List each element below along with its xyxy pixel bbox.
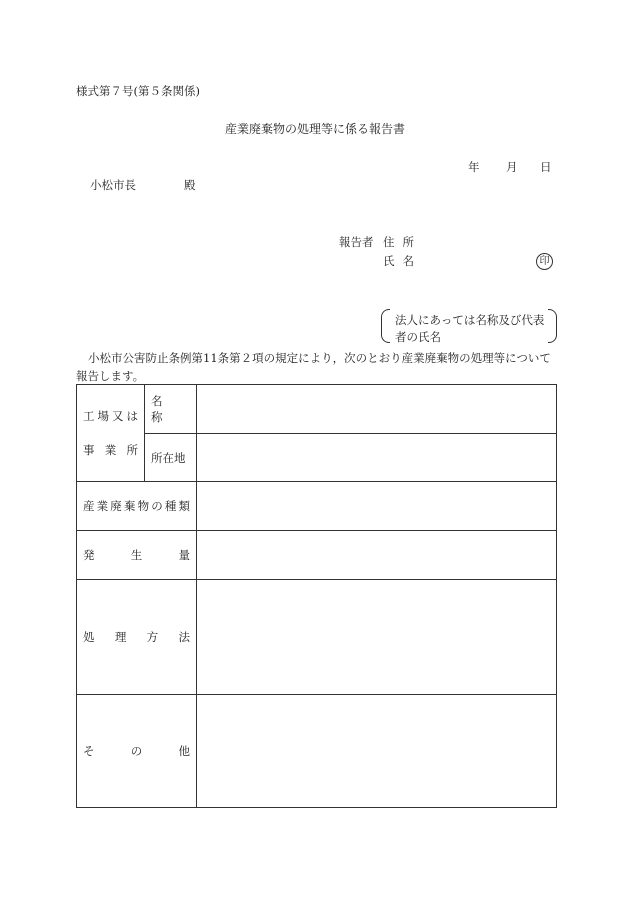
- waste-type-label-char: の: [151, 499, 163, 513]
- facility-label: [77, 385, 145, 482]
- generation-amount-field[interactable]: [197, 531, 557, 580]
- facility-label-char: 所: [126, 443, 138, 457]
- table-row: [77, 385, 557, 434]
- waste-type-label-char: 産: [83, 499, 95, 513]
- other-label-char: そ: [83, 744, 95, 758]
- reporter-label: 報告者: [339, 235, 374, 249]
- treatment-method-field[interactable]: [197, 580, 557, 695]
- facility-label-char: 事: [83, 443, 95, 457]
- waste-type-label-char: 種: [164, 499, 177, 513]
- address-label: 住所: [383, 235, 422, 249]
- body-text: 小松市公害防止条例第11条第２項の規定により，次のとおり産業廃棄物の処理等について報告します。: [76, 351, 551, 383]
- other-label: [77, 695, 197, 808]
- waste-type-label-char: 類: [178, 499, 190, 513]
- facility-label-char: 又: [112, 409, 124, 423]
- waste-type-label: [77, 482, 197, 531]
- facility-label-char: 業: [104, 443, 117, 457]
- corporation-note-text: [395, 312, 544, 346]
- generation-amount-label-char: 生: [130, 548, 143, 562]
- other-field[interactable]: [197, 695, 557, 808]
- table-row: [77, 482, 557, 531]
- treatment-method-label-char: 理: [114, 630, 127, 644]
- other-label-char: の: [130, 744, 143, 758]
- corporation-note-line2: 者の氏名: [395, 330, 441, 344]
- date-day-label: 日: [540, 160, 552, 174]
- facility-location-label: [145, 434, 197, 482]
- facility-label-char: 工: [83, 409, 95, 423]
- waste-type-label-char: 物: [137, 499, 150, 513]
- form-number: 様式第７号(第５条関係): [76, 84, 200, 98]
- facility-label-line2: [77, 433, 144, 467]
- other-label-char: 他: [178, 744, 190, 758]
- table-row: [77, 580, 557, 695]
- waste-type-label-char: 棄: [123, 499, 136, 513]
- left-bracket: [381, 309, 390, 343]
- table-row: [77, 531, 557, 580]
- right-bracket: [548, 309, 557, 343]
- facility-label-line1: [77, 399, 144, 433]
- name-label: 氏名: [383, 254, 422, 268]
- facility-label-char: は: [126, 409, 138, 423]
- generation-amount-label-char: 量: [178, 548, 190, 562]
- facility-name-label: [145, 385, 197, 434]
- facility-location-label-text: 所在地: [151, 450, 186, 465]
- corporation-note-line1: 法人にあっては名称及び代表: [395, 313, 545, 327]
- treatment-method-label-char: 方: [146, 630, 159, 644]
- date-month-label: 月: [506, 160, 518, 174]
- table-row: [77, 695, 557, 808]
- facility-name-field[interactable]: [197, 385, 557, 434]
- report-table: [76, 384, 557, 808]
- generation-amount-label-char: 発: [83, 548, 95, 562]
- corporation-note: [381, 309, 557, 343]
- addressee: 小松市長: [90, 178, 136, 192]
- waste-type-label-char: 廃: [110, 499, 122, 513]
- document-title: 産業廃棄物の処理等に係る報告書: [224, 122, 405, 136]
- waste-type-field[interactable]: [197, 482, 557, 531]
- treatment-method-label-char: 法: [178, 630, 190, 644]
- table-row: [77, 434, 557, 482]
- treatment-method-label: [77, 580, 197, 695]
- date-year-label: 年: [468, 160, 480, 174]
- treatment-method-label-char: 処: [83, 630, 95, 644]
- facility-location-field[interactable]: [197, 434, 557, 482]
- waste-type-label-char: 業: [96, 499, 109, 513]
- facility-label-char: 場: [97, 409, 109, 423]
- facility-name-label-text: 名称: [151, 394, 175, 424]
- honorific: 殿: [184, 178, 196, 192]
- seal-mark: 印: [536, 253, 553, 270]
- generation-amount-label: [77, 531, 197, 580]
